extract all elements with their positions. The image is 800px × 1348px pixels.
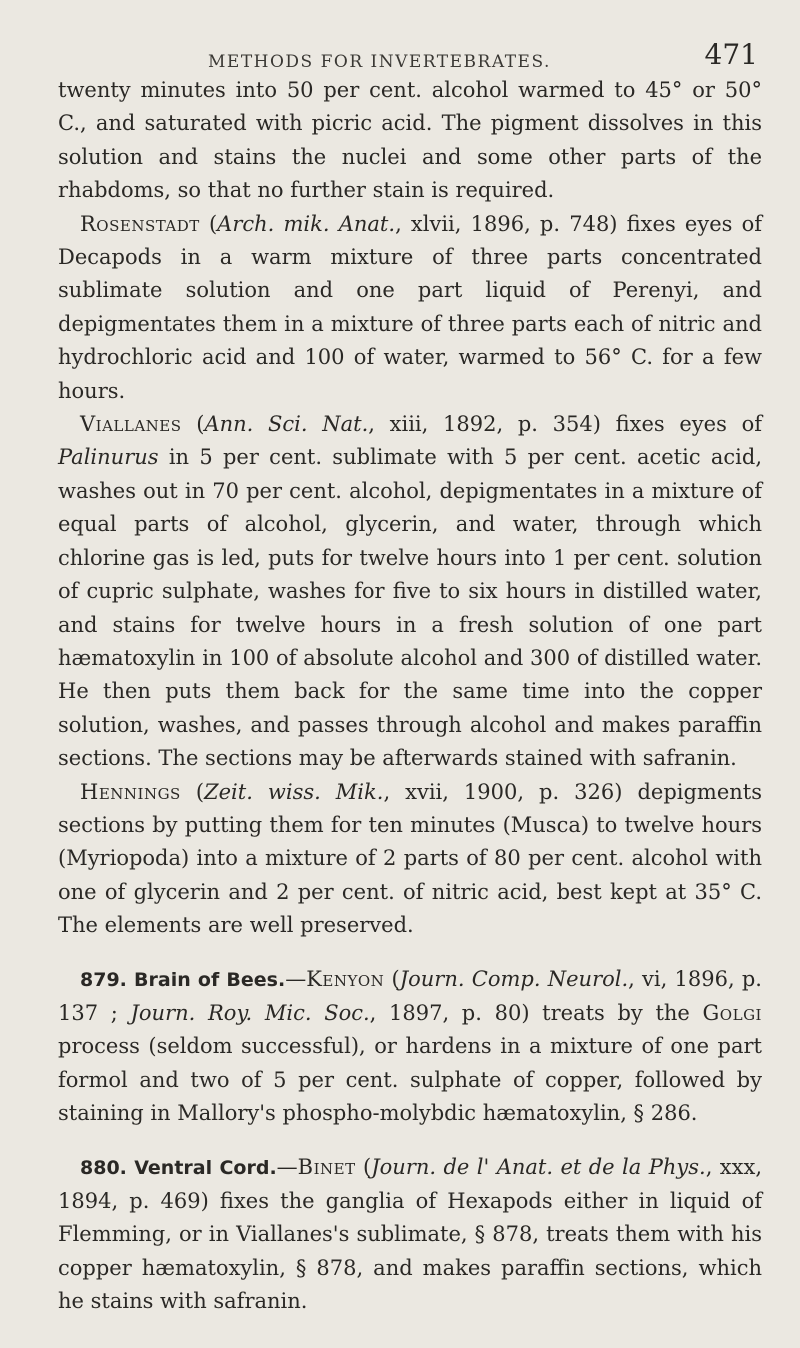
journal-title: Journ. Comp. Neurol. [399, 966, 629, 991]
paragraph-hennings: Hennings (Zeit. wiss. Mik., xvii, 1900, p. 326) depigments sections by putting them for ten minutes (Musca) to twelve hours (Myriopoda) into a mixture of 2 parts of 80 per cent. alcohol with one of glycerin and 2 per cent. of nitric acid, best kept at 35° C. The elements are well preserved. [58, 779, 763, 938]
running-head [58, 10, 762, 74]
section-879-brain-of-bees: 879. Brain of Bees.—Kenyon (Journ. Comp. Neurol., vi, 1896, p. 137 ; Journ. Roy. Mic. Soc., 1897, p. 80) treats by the Golgi process (seldom successful), or hardens in a mixture of one part formol and two of 5 per cent. sulphate of copper, followed by staining in Mallory's phospho-molybdic hæmatoxylin, § 286. [58, 966, 762, 1126]
journal-title: Arch. mik. Anat. [217, 211, 396, 236]
section-number: 880. [80, 1156, 135, 1179]
section-880-ventral-cord: 880. Ventral Cord.—Binet (Journ. de l' Anat. et de la Phys., xxx, 1894, p. 469) fixes the ganglia of Hexapods either in liquid of Flemming, or in Viallanes's sublimate, § 878, treats them with his copper hæmatoxylin, § 878, and makes paraffin sections, which he stains with safranin. [58, 1154, 762, 1314]
section-number: 879. [80, 968, 135, 991]
author-name: Viallanes [80, 412, 182, 437]
author-name: Golgi [702, 1000, 762, 1025]
author-name: Kenyon [306, 966, 385, 991]
section-title: Ventral Cord. [134, 1156, 277, 1179]
running-title: METHODS FOR INVERTEBRATES. [208, 52, 551, 72]
paragraph-rosenstadt: Rosenstadt (Arch. mik. Anat., xlvii, 1896, p. 748) fixes eyes of Decapods in a warm mixture of three parts concentrated sublimate solution and one part liquid of Perenyi, and depigmentates them in a mixture of three parts each of nitric and hydrochloric acid and 100 of water, warmed to 56° C. for a few hours. [58, 211, 762, 403]
journal-title: Zeit. wiss. Mik. [204, 779, 384, 804]
section-title: Brain of Bees. [134, 968, 286, 991]
journal-title: Journ. de l' Anat. et de la Phys. [371, 1154, 706, 1179]
page-number: 471 [704, 38, 758, 71]
journal-title: Ann. Sci. Nat. [204, 412, 369, 437]
book-page [58, 10, 762, 1319]
author-name: Hennings [80, 779, 181, 804]
genus-name: Palinurus [58, 445, 159, 470]
paragraph-viallanes: Viallanes (Ann. Sci. Nat., xiii, 1892, p. 354) fixes eyes of Palinurus in 5 per cent. sublimate with 5 per cent. acetic acid, washes out in 70 per cent. alcohol, depigmentates in a mixture of equal parts of alcohol, glycerin, and water, through which chlorine gas is led, puts for twelve hours into 1 per cent. solution of cupric sulphate, washes for five to six hours in distilled water, and stains for twelve hours in a fresh solution of one part hæmatoxylin in 100 of absolute alcohol and 300 of distilled water. He then puts them back for the same time into the copper solution, washes, and passes through alcohol and makes paraffin sections. The sections may be afterwards stained with safranin. [58, 412, 762, 771]
author-name: Binet [297, 1154, 356, 1179]
journal-title: Journ. Roy. Mic. Soc. [130, 1000, 370, 1025]
author-name: Rosenstadt [80, 211, 200, 236]
paragraph-continuation: twenty minutes into 50 per cent. alcohol warmed to 45° or 50° C., and saturated with picric acid. The pigment dissolves in this solution and stains the nuclei and some other parts of the rhabdoms, so that no further stain is required. [58, 78, 762, 203]
